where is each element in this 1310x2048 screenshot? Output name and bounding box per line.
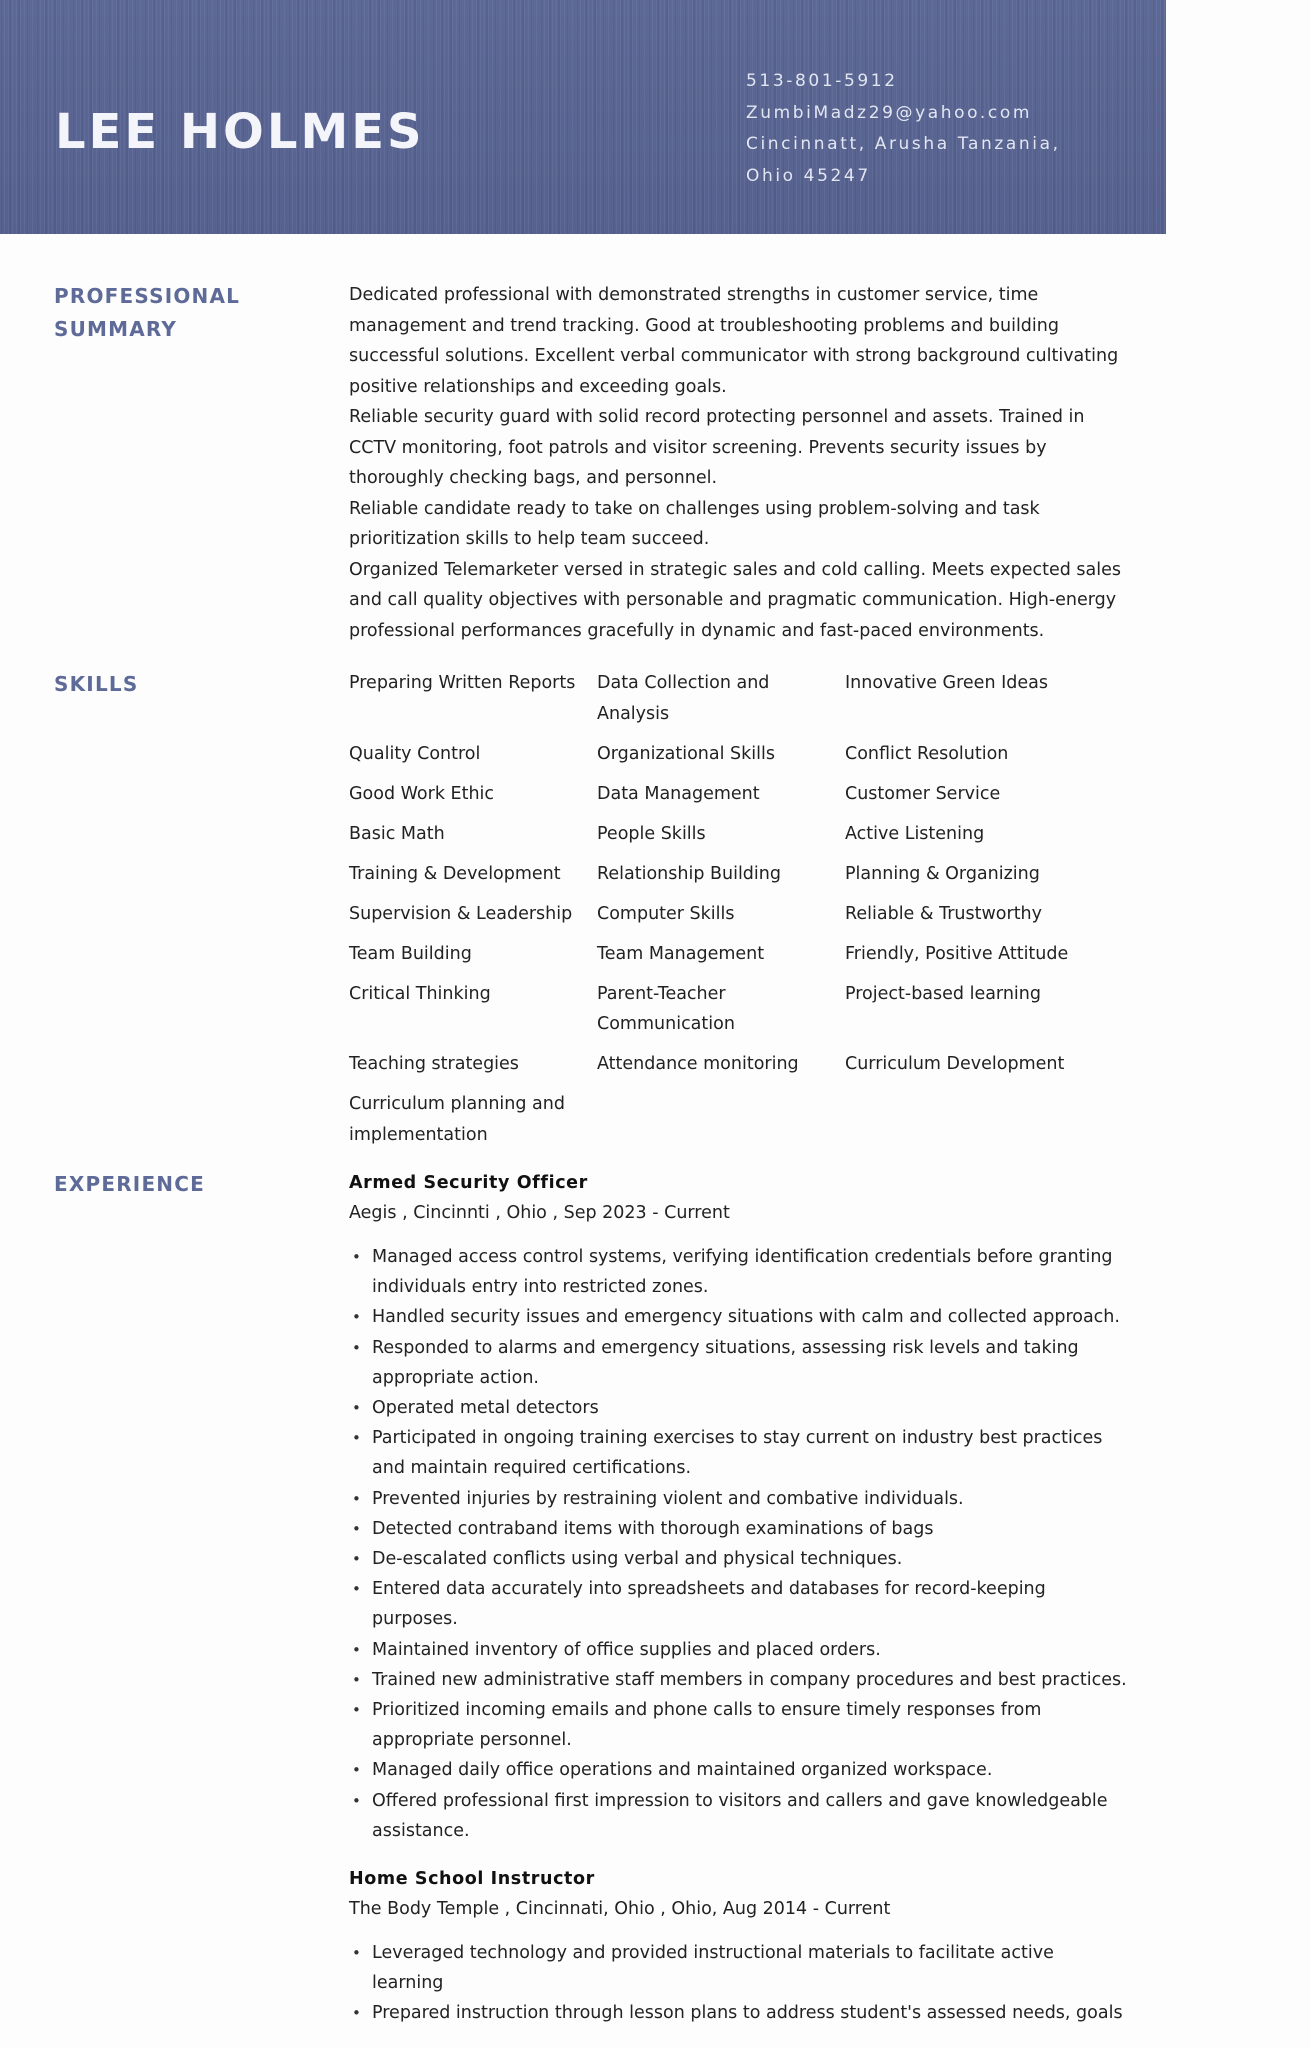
job-employer-date: The Body Temple , Cincinnati, Ohio , Ohio, Aug 2014 - Current	[349, 1899, 891, 1920]
skill-item: Active Listening	[845, 823, 985, 844]
job-entry	[349, 1864, 1129, 2029]
duty-item: • De-escalated conflicts using verbal and physical techniques.	[349, 1544, 1129, 1574]
summary-heading-line2: SUMMARY	[54, 317, 178, 341]
contact-email: ZumbiMadz29@yahoo.com	[746, 102, 1032, 123]
duty-item: • Detected contraband items with thorough examinations of bags	[349, 1514, 1129, 1544]
skill-item: Good Work Ethic	[349, 783, 495, 804]
experience-heading: EXPERIENCE	[54, 1172, 205, 1196]
skills-heading: SKILLS	[54, 672, 139, 696]
skills-grid	[349, 668, 1149, 1150]
skill-item: Teaching strategies	[349, 1054, 519, 1074]
summary-heading-line1: PROFESSIONAL	[54, 284, 241, 308]
job-employer-date: Aegis , Cincinnti , Ohio , Sep 2023 - Current	[349, 1203, 730, 1223]
skill-item: Quality Control	[349, 743, 481, 764]
job-title: Armed Security Officer	[349, 1173, 588, 1193]
duty-item: • Participated in ongoing training exercises to stay current on industry best practices and maintain required certifications.	[349, 1423, 1129, 1483]
contact-address-line1: Cincinnatt, Arusha Tanzania,	[746, 134, 1061, 154]
job-duties	[349, 1938, 1129, 2029]
duty-item: • Leveraged technology and provided instructional materials to facilitate active learning	[349, 1938, 1129, 1998]
contact-phone: 513-801-5912	[746, 71, 898, 91]
contact-address-line2: Ohio 45247	[746, 165, 871, 186]
skill-item: Team Management	[597, 943, 765, 964]
job-entry	[349, 1168, 1129, 1846]
skill-item: Curriculum planning and implementation	[349, 1094, 565, 1145]
summary-paragraph: Reliable security guard with solid record protecting personnel and assets. Trained in CCTV monitoring, foot patrols and visitor screening. Prevents security issues by thoroughly checking bags, and personnel.	[349, 407, 1085, 488]
skill-item: Computer Skills	[597, 903, 735, 924]
skill-item: Preparing Written Reports	[349, 673, 576, 693]
header-band	[0, 0, 1166, 234]
duty-item: • Prevented injuries by restraining violent and combative individuals.	[349, 1484, 1129, 1514]
duty-item: • Operated metal detectors	[349, 1393, 1129, 1423]
skill-item: Parent-Teacher Communication	[597, 983, 735, 1034]
skill-item: Planning & Organizing	[845, 863, 1040, 884]
skill-item: Data Management	[597, 783, 760, 804]
duty-item: • Responded to alarms and emergency situations, assessing risk levels and taking appropriate action.	[349, 1333, 1129, 1393]
skill-item: Attendance monitoring	[597, 1054, 799, 1074]
skill-item: Basic Math	[349, 823, 445, 844]
skill-item: Organizational Skills	[597, 743, 775, 764]
contact-info	[746, 66, 1146, 192]
summary-paragraph: Organized Telemarketer versed in strategic sales and cold calling. Meets expected sales and call quality objectives with personable and pragmatic communication. High-energy professional performances gracefully in dynamic and fast-paced environments.	[349, 559, 1122, 641]
duty-item: • Prepared instruction through lesson plans to address student's assessed needs, goals	[349, 1998, 1129, 2028]
skill-item: Supervision & Leadership	[349, 903, 573, 924]
skill-item: Relationship Building	[597, 863, 781, 884]
skill-item: Critical Thinking	[349, 983, 491, 1004]
duty-item: • Offered professional first impression to visitors and callers and gave knowledgeable assistance.	[349, 1786, 1129, 1846]
skill-item: Project-based learning	[845, 983, 1041, 1004]
duty-item: • Trained new administrative staff members in company procedures and best practices.	[349, 1665, 1129, 1695]
duty-item: • Managed daily office operations and maintained organized workspace.	[349, 1755, 1129, 1785]
duty-item: • Entered data accurately into spreadsheets and databases for record-keeping purposes.	[349, 1574, 1129, 1634]
skill-item: Curriculum Development	[845, 1054, 1065, 1074]
duty-item: • Prioritized incoming emails and phone calls to ensure timely responses from appropriate personnel.	[349, 1695, 1129, 1755]
summary-text	[349, 280, 1129, 646]
job-title: Home School Instructor	[349, 1869, 595, 1890]
job-duties	[349, 1242, 1129, 1846]
summary-paragraph: Dedicated professional with demonstrated strengths in customer service, time management and trend tracking. Good at troubleshooting problems and building successful solutions. Excellent verbal communicator with strong background cultivating positive relationships and exceeding goals.	[349, 285, 1119, 397]
skill-item: Innovative Green Ideas	[845, 673, 1048, 693]
skill-item: Conflict Resolution	[845, 743, 1009, 764]
duty-item: • Managed access control systems, verifying identification credentials before granting individuals entry into restricted zones.	[349, 1242, 1129, 1302]
skill-item: Team Building	[349, 943, 472, 964]
skill-item: Customer Service	[845, 783, 1001, 804]
summary-paragraph: Reliable candidate ready to take on challenges using problem-solving and task prioritization skills to help team succeed.	[349, 498, 1040, 549]
candidate-name: LEE HOLMES	[55, 104, 425, 160]
duty-item: • Maintained inventory of office supplies and placed orders.	[349, 1635, 1129, 1665]
skill-item: Friendly, Positive Attitude	[845, 943, 1069, 964]
skill-item: People Skills	[597, 823, 706, 844]
skill-item: Training & Development	[349, 863, 561, 884]
skill-item: Reliable & Trustworthy	[845, 903, 1043, 924]
duty-item: • Handled security issues and emergency situations with calm and collected approach.	[349, 1302, 1129, 1332]
experience-list	[349, 1168, 1129, 2029]
summary-heading	[54, 280, 240, 346]
skill-item: Data Collection and Analysis	[597, 673, 770, 724]
